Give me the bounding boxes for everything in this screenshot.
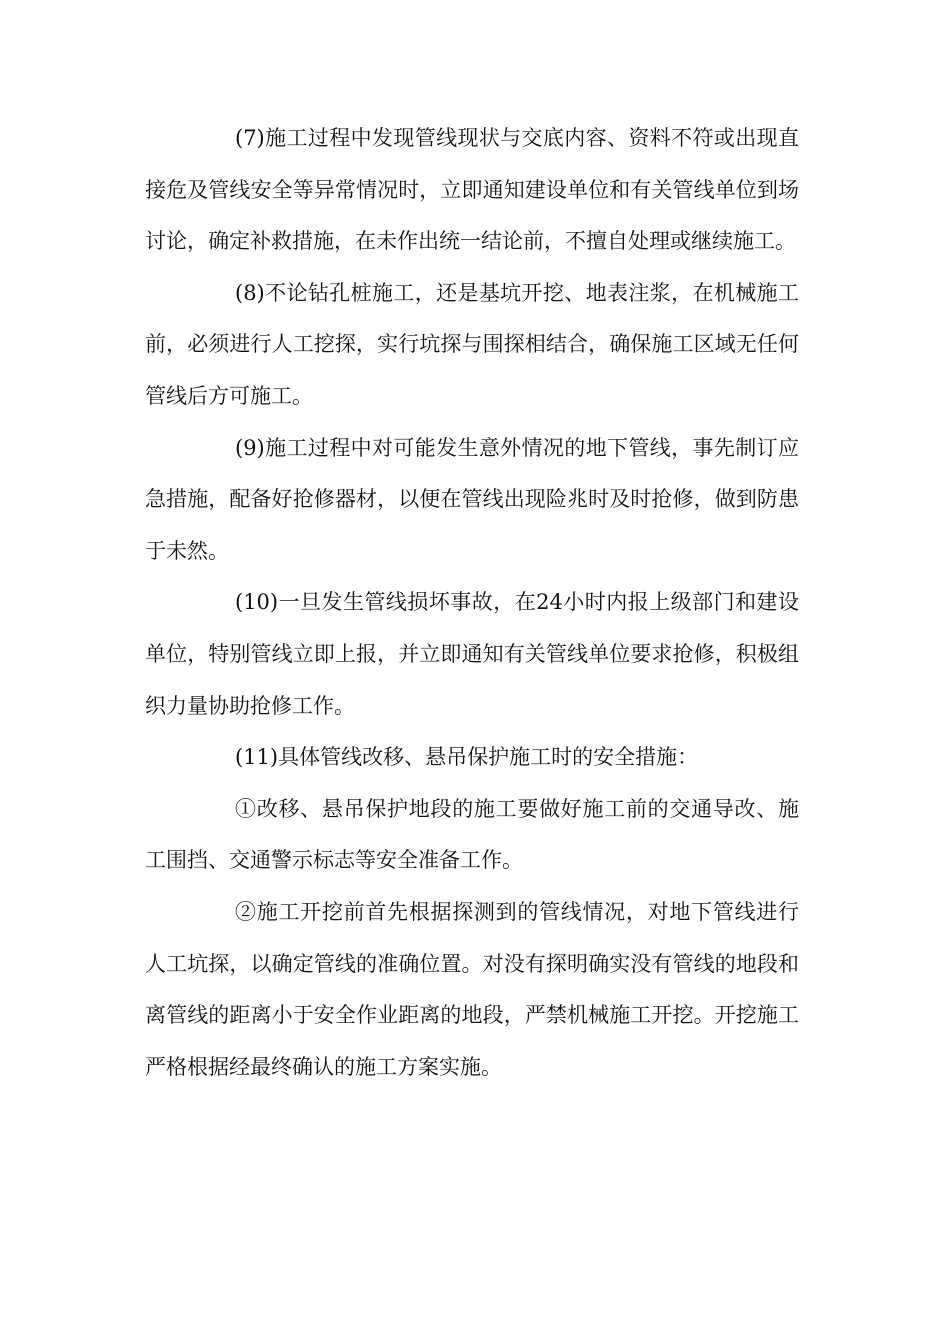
paragraph-11-item-1: ①改移、悬吊保护地段的施工要做好施工前的交通导改、施工围挡、交通警示标志等安全准备工作。 bbox=[145, 796, 799, 873]
paragraph-11-item-2: ②施工开挖前首先根据探测到的管线情况，对地下管线进行人工坑探，以确定管线的准确位置。对没有探明确实没有管线的地段和离管线的距离小于安全作业距离的地段，严禁机械施工开挖。开挖施工严格根据经最终确认的施工方案实施。 bbox=[145, 899, 799, 1079]
paragraph-7: (7)施工过程中发现管线现状与交底内容、资料不符或出现直接危及管线安全等异常情况时，立即通知建设单位和有关管线单位到场讨论，确定补救措施，在未作出统一结论前，不擅自处理或继续施工。 bbox=[145, 126, 799, 254]
paragraph-9: (9)施工过程中对可能发生意外情况的地下管线，事先制订应急措施，配备好抢修器材，以便在管线出现险兆时及时抢修，做到防患于未然。 bbox=[145, 435, 799, 563]
paragraph-10: (10)一旦发生管线损坏事故，在24小时内报上级部门和建设单位，特别管线立即上报，并立即通知有关管线单位要求抢修，积极组织力量协助抢修工作。 bbox=[145, 590, 799, 718]
paragraph-11: (11)具体管线改移、悬吊保护施工时的安全措施： bbox=[235, 745, 699, 770]
document-body bbox=[145, 113, 799, 1093]
paragraph-8: (8)不论钻孔桩施工，还是基坑开挖、地表注浆，在机械施工前，必须进行人工挖探，实行坑探与围探相结合，确保施工区域无任何管线后方可施工。 bbox=[145, 280, 799, 408]
